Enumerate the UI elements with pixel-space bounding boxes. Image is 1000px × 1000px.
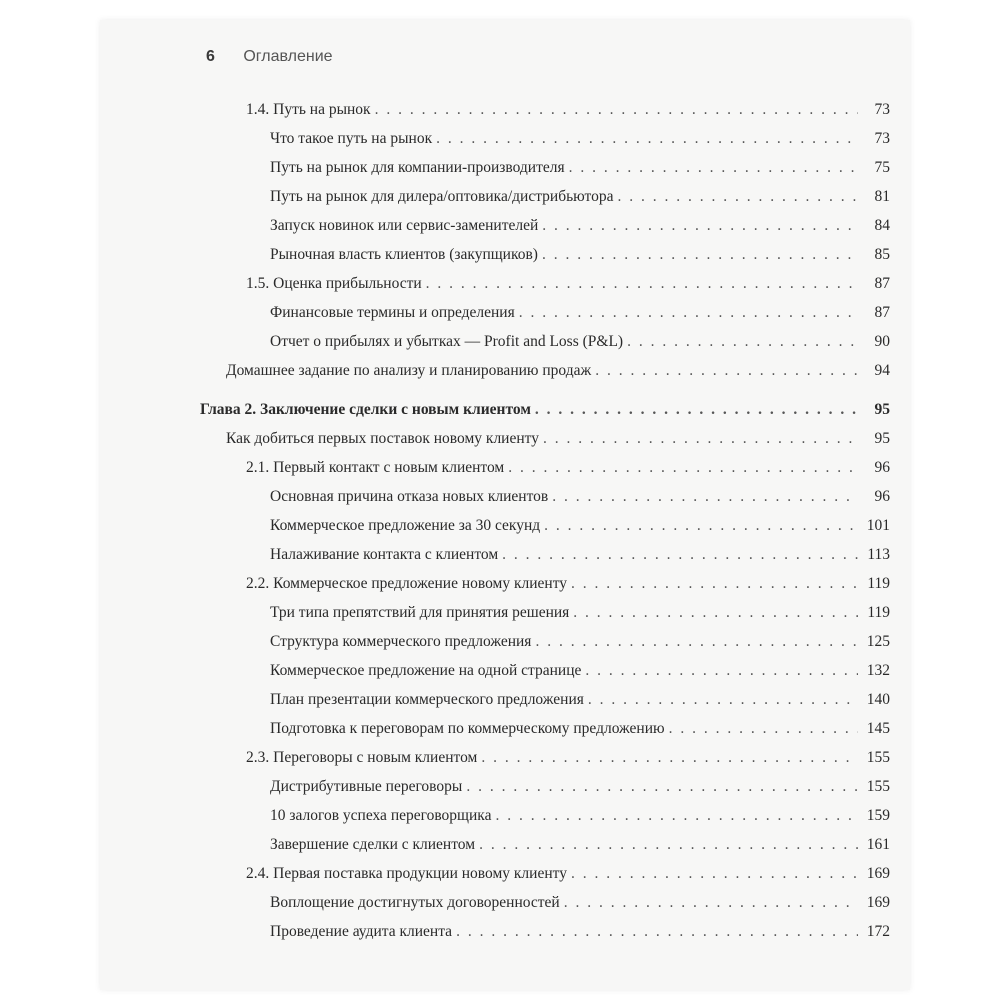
dot-leader (375, 95, 858, 124)
toc-chapter-entry (200, 395, 890, 424)
dot-leader (502, 540, 858, 569)
dot-leader (618, 182, 859, 211)
toc-entry-title: Три типа препятствий для принятия решения (270, 604, 570, 621)
dot-leader (495, 801, 858, 830)
toc-entry-title: 2.2. Коммерческое предложение новому клиенту (246, 575, 568, 592)
toc-entry-page: 87 (874, 275, 890, 292)
toc-entry-page: 96 (874, 459, 890, 476)
toc-entry (200, 511, 890, 540)
dot-leader (535, 395, 858, 424)
toc-entry-title: Что такое путь на рынок (270, 130, 433, 147)
toc-entry-page: 84 (874, 217, 890, 234)
table-of-contents (200, 95, 890, 946)
toc-entry-title: Воплощение достигнутых договоренностей (270, 894, 560, 911)
dot-leader (627, 327, 858, 356)
toc-entry-page: 159 (866, 807, 890, 824)
toc-entry-title: Глава 2. Заключение сделки с новым клиентом (200, 401, 531, 418)
toc-entry-page: 132 (866, 662, 890, 679)
dot-leader (426, 269, 858, 298)
toc-entry (200, 859, 890, 888)
toc-entry-page: 119 (867, 604, 890, 621)
toc-entry (200, 482, 890, 511)
toc-entry-title: 2.4. Первая поставка продукции новому клиенту (246, 865, 567, 882)
dot-leader (481, 743, 858, 772)
toc-entry (200, 656, 890, 685)
toc-entry (200, 153, 890, 182)
toc-entry (200, 298, 890, 327)
toc-entry-title: Завершение сделки с клиентом (270, 836, 476, 853)
dot-leader (456, 917, 858, 946)
toc-entry (200, 685, 890, 714)
toc-entry-title: Финансовые термины и определения (270, 304, 515, 321)
dot-leader (466, 772, 858, 801)
toc-entry-page: 90 (874, 333, 890, 350)
toc-entry-title: Путь на рынок для компании-производителя (270, 159, 565, 176)
dot-leader (669, 714, 858, 743)
toc-entry-title: Проведение аудита клиента (270, 923, 453, 940)
toc-entry-page: 169 (866, 894, 890, 911)
dot-leader (571, 859, 858, 888)
dot-leader (436, 124, 858, 153)
toc-entry (200, 830, 890, 859)
toc-entry-page: 145 (866, 720, 890, 737)
toc-entry (200, 540, 890, 569)
dot-leader (573, 598, 858, 627)
toc-entry-page: 95 (874, 430, 890, 447)
toc-entry-page: 73 (874, 130, 890, 147)
toc-entry (200, 356, 890, 385)
toc-entry (200, 772, 890, 801)
toc-entry-title: 2.3. Переговоры с новым клиентом (246, 749, 478, 766)
dot-leader (585, 656, 858, 685)
toc-entry-page: 96 (874, 488, 890, 505)
toc-entry-page: 85 (874, 246, 890, 263)
dot-leader (479, 830, 858, 859)
dot-leader (564, 888, 858, 917)
toc-entry-page: 155 (866, 749, 890, 766)
toc-entry (200, 240, 890, 269)
dot-leader (588, 685, 858, 714)
toc-entry-title: Дистрибутивные переговоры (270, 778, 463, 795)
toc-entry (200, 801, 890, 830)
toc-entry (200, 453, 890, 482)
dot-leader (542, 211, 858, 240)
toc-entry-page: 172 (866, 923, 890, 940)
toc-entry-page: 125 (866, 633, 890, 650)
toc-entry-title: Домашнее задание по анализу и планированию продаж (226, 362, 592, 379)
dot-leader (595, 356, 858, 385)
toc-entry (200, 182, 890, 211)
toc-entry (200, 211, 890, 240)
toc-entry (200, 888, 890, 917)
toc-entry-page: 140 (866, 691, 890, 708)
toc-entry (200, 743, 890, 772)
toc-entry-title: Как добиться первых поставок новому клиенту (226, 430, 539, 447)
toc-entry-page: 169 (866, 865, 890, 882)
toc-entry-title: Налаживание контакта с клиентом (270, 546, 499, 563)
toc-entry-title: Запуск новинок или сервис-заменителей (270, 217, 539, 234)
toc-entry (200, 124, 890, 153)
toc-entry-title: 1.5. Оценка прибыльности (246, 275, 422, 292)
dot-leader (519, 298, 858, 327)
toc-entry (200, 714, 890, 743)
toc-entry-title: Путь на рынок для дилера/оптовика/дистрибьютора (270, 188, 614, 205)
toc-entry-page: 95 (874, 401, 890, 418)
toc-entry-title: 10 залогов успеха переговорщика (270, 807, 492, 824)
dot-leader (552, 482, 858, 511)
running-head (206, 48, 333, 66)
dot-leader (571, 569, 858, 598)
toc-entry-title: 2.1. Первый контакт с новым клиентом (246, 459, 505, 476)
toc-entry (200, 598, 890, 627)
toc-entry-page: 161 (866, 836, 890, 853)
toc-entry-title: Отчет о прибылях и убытках — Profit and Loss (P&L) (270, 333, 624, 350)
book-page (100, 20, 910, 990)
toc-entry (200, 269, 890, 298)
toc-entry (200, 327, 890, 356)
toc-entry-title: Коммерческое предложение на одной странице (270, 662, 582, 679)
toc-entry-page: 73 (874, 101, 890, 118)
dot-leader (508, 453, 858, 482)
toc-entry-page: 94 (874, 362, 890, 379)
toc-entry-page: 119 (867, 575, 890, 592)
toc-entry-title: План презентации коммерческого предложения (270, 691, 584, 708)
toc-entry (200, 424, 890, 453)
toc-entry (200, 569, 890, 598)
toc-entry-title: Структура коммерческого предложения (270, 633, 532, 650)
toc-entry-page: 81 (874, 188, 890, 205)
toc-entry-page: 113 (867, 546, 890, 563)
dot-leader (569, 153, 858, 182)
dot-leader (544, 511, 858, 540)
toc-entry-title: Подготовка к переговорам по коммерческому предложению (270, 720, 665, 737)
toc-entry-page: 87 (874, 304, 890, 321)
toc-entry-title: Коммерческое предложение за 30 секунд (270, 517, 541, 534)
page-title: Оглавление (243, 48, 333, 65)
toc-entry (200, 95, 890, 124)
toc-entry (200, 627, 890, 656)
dot-leader (535, 627, 858, 656)
dot-leader (543, 424, 858, 453)
toc-entry-page: 101 (866, 517, 890, 534)
dot-leader (542, 240, 858, 269)
toc-entry-title: Основная причина отказа новых клиентов (270, 488, 549, 505)
toc-entry-title: 1.4. Путь на рынок (246, 101, 371, 118)
toc-entry-page: 155 (866, 778, 890, 795)
toc-entry-page: 75 (874, 159, 890, 176)
toc-entry-title: Рыночная власть клиентов (закупщиков) (270, 246, 538, 263)
toc-entry (200, 917, 890, 946)
page-number: 6 (206, 48, 215, 65)
